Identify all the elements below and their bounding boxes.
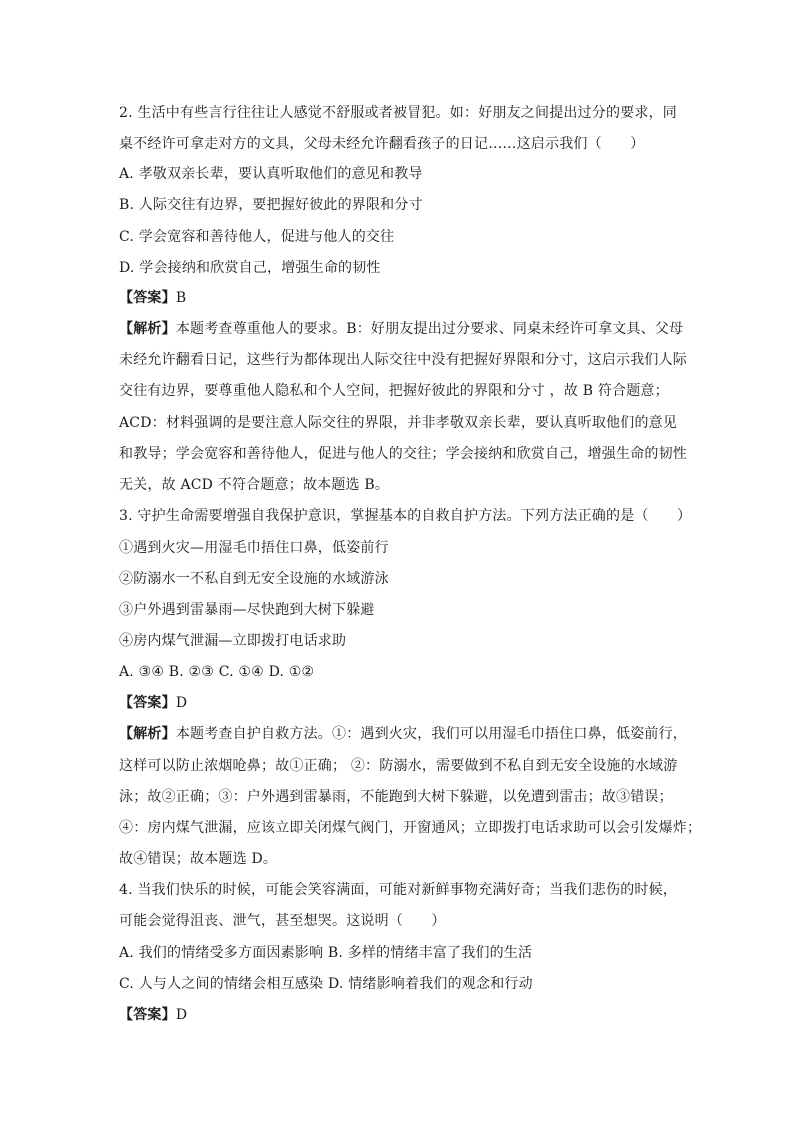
analysis-label: 【解析】: [119, 321, 176, 337]
question-3-analysis-line-4: ④：房内煤气泄漏，应该立即关闭煤气阀门，开窗通风；立即拨打电话求助可以会引发爆炸；: [119, 820, 702, 836]
question-3-options: A. ③④ B. ②③ C. ①④ D. ①②: [119, 664, 315, 680]
question-4-options-line-1: A. 我们的情绪受多方面因素影响 B. 多样的情绪丰富了我们的生活: [119, 945, 533, 961]
answer-label: 【答案】: [119, 290, 176, 306]
question-2-analysis-line-2: 未经允许翻看日记，这些行为都体现出人际交往中没有把握好界限和分寸，这启示我们人际: [119, 352, 687, 368]
question-4-answer: [119, 1005, 187, 1025]
question-2-stem-line-2: 桌不经许可拿走对方的文具，父母未经允许翻看孩子的日记……这启示我们（ ）: [119, 136, 645, 152]
question-3-answer: [119, 693, 187, 713]
question-2-analysis-line-3: 交往有边界，要尊重他人隐私和个人空间，把握好彼此的界限和分寸 ，故 B 符合题意；: [119, 383, 669, 399]
question-4-options-line-2: C. 人与人之间的情绪会相互感染 D. 情绪影响着我们的观念和行动: [119, 976, 533, 992]
answer-value: B: [175, 290, 187, 306]
question-3-analysis-line-1: [119, 724, 687, 744]
question-3-item-1: ①遇到火灾—用湿毛巾捂住口鼻，低姿前行: [119, 540, 389, 556]
question-3-analysis-line-2: 这样可以防止浓烟呛鼻；故①正确； ②：防溺水，需要做到不私自到无安全设施的水域游: [119, 758, 678, 774]
analysis-text: 本题考查自护自救方法。①：遇到火灾，我们可以用湿毛巾捂住口鼻，低姿前行，: [175, 726, 688, 742]
question-3-analysis-line-3: 泳；故②正确；③：户外遇到雷暴雨，不能跑到大树下躲避，以免遭到雷击；故③错误；: [119, 789, 673, 805]
question-2-analysis-line-1: [119, 319, 683, 339]
question-3-analysis-line-5: 故④错误；故本题选 D。: [119, 851, 278, 867]
question-4-stem-line-2: 可能会觉得沮丧、泄气，甚至想哭。这说明（ ）: [119, 913, 446, 929]
answer-label: 【答案】: [119, 1007, 176, 1023]
answer-value: D: [175, 1007, 188, 1023]
question-2-analysis-line-6: 无关，故 ACD 不符合题意；故本题选 B。: [119, 477, 390, 493]
question-3-item-3: ③户外遇到雷暴雨—尽快跑到大树下躲避: [119, 602, 375, 618]
question-2-option-c: C. 学会宽容和善待他人，促进与他人的交往: [119, 229, 395, 245]
analysis-label: 【解析】: [119, 726, 176, 742]
analysis-text: 本题考查尊重他人的要求。B：好朋友提出过分要求、同桌未经许可拿文具、父母: [175, 321, 684, 337]
answer-label: 【答案】: [119, 695, 176, 711]
question-2-answer: [119, 288, 186, 308]
question-2-analysis-line-5: 和教导；学会宽容和善待他人，促进与他人的交往；学会接纳和欣赏自己，增强生命的韧性: [119, 446, 687, 462]
question-2-option-a: A. 孝敬双亲长辈，要认真听取他们的意见和教导: [119, 166, 423, 182]
question-4-stem-line-1: 4. 当我们快乐的时候，可能会笑容满面，可能对新鲜事物充满好奇；当我们悲伤的时候，: [119, 882, 678, 898]
question-3-item-2: ②防溺水一不私自到无安全设施的水域游泳: [119, 571, 389, 587]
question-2-option-b: B. 人际交往有边界，要把握好彼此的界限和分寸: [119, 197, 423, 213]
question-2-stem-line-1: 2. 生活中有些言行往往让人感觉不舒服或者被冒犯。如：好朋友之间提出过分的要求，同: [119, 105, 678, 121]
question-3-stem: 3. 守护生命需要增强自我保护意识，掌握基本的自救自护方法。下列方法正确的是（ ）: [119, 508, 692, 524]
question-2-analysis-line-4: ACD：材料强调的是要注意人际交往的界限，并非孝敬双亲长辈，要认真听取他们的意见: [119, 415, 678, 431]
question-3-item-4: ④房内煤气泄漏—立即拨打电话求助: [119, 633, 347, 649]
answer-value: D: [175, 695, 188, 711]
question-2-option-d: D. 学会接纳和欣赏自己，增强生命的韧性: [119, 260, 381, 276]
